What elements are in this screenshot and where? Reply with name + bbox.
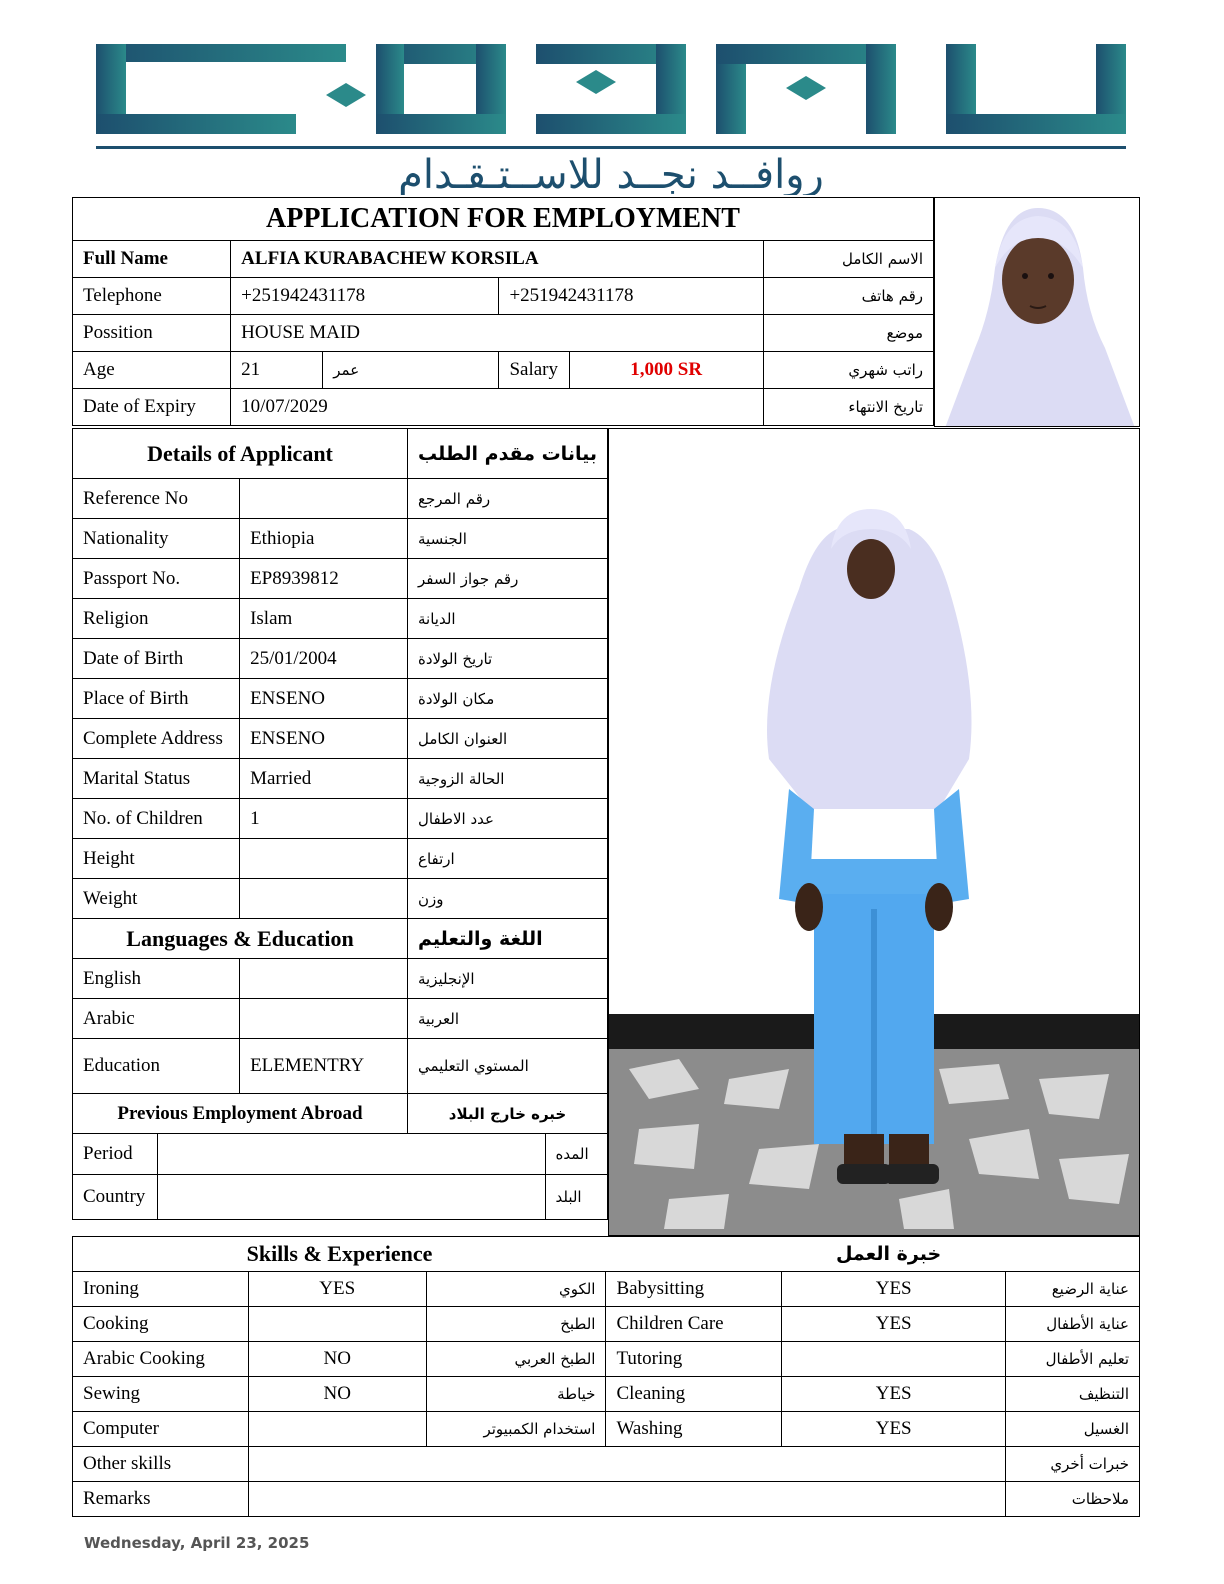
skill-label-ar: عناية الأطفال	[1006, 1307, 1140, 1342]
applicant-headshot	[934, 197, 1140, 427]
country-value	[157, 1175, 545, 1220]
details-row	[73, 639, 608, 679]
details-label: Height	[73, 839, 240, 879]
remarks-label: Remarks	[73, 1482, 249, 1517]
age-label: Age	[73, 352, 231, 389]
details-value: 25/01/2004	[240, 639, 408, 679]
skill-value: NO	[248, 1377, 426, 1412]
details-label: Nationality	[73, 519, 240, 559]
full-name-label-ar: الاسم الكامل	[763, 241, 933, 278]
details-row	[73, 559, 608, 599]
applicant-full-photo	[608, 428, 1140, 1236]
telephone-value-2: +251942431178	[499, 278, 763, 315]
details-value: EP8939812	[240, 559, 408, 599]
summary-table	[72, 197, 934, 426]
languages-label-ar: المستوي التعليمي	[408, 1039, 608, 1094]
languages-label: Education	[73, 1039, 240, 1094]
languages-row	[73, 999, 608, 1039]
languages-row	[73, 959, 608, 999]
position-label-ar: موضع	[763, 315, 933, 352]
skill-value: YES	[782, 1412, 1006, 1447]
details-label: Marital Status	[73, 759, 240, 799]
skills-row	[73, 1377, 1140, 1412]
skills-row	[73, 1272, 1140, 1307]
skill-label-ar: خياطة	[426, 1377, 606, 1412]
details-label: Religion	[73, 599, 240, 639]
telephone-label-ar: رقم هاتف	[763, 278, 933, 315]
telephone-value-1: +251942431178	[231, 278, 499, 315]
skill-label-ar: تعليم الأطفال	[1006, 1342, 1140, 1377]
details-row	[73, 679, 608, 719]
skill-value: YES	[782, 1307, 1006, 1342]
skill-label: Ironing	[73, 1272, 249, 1307]
other-skills-label-ar: خبرات أخري	[1006, 1447, 1140, 1482]
details-row	[73, 719, 608, 759]
other-skills-label: Other skills	[73, 1447, 249, 1482]
full-name-label: Full Name	[73, 241, 231, 278]
logo-arabic-caption: روافــد نجــد للاســتـقـدام	[398, 152, 824, 195]
details-value	[240, 879, 408, 919]
details-value: Married	[240, 759, 408, 799]
skill-value	[248, 1307, 426, 1342]
languages-heading-ar: اللغة والتعليم	[408, 919, 608, 959]
details-label: Place of Birth	[73, 679, 240, 719]
company-logo	[96, 40, 1126, 195]
skill-label-ar: الطبخ	[426, 1307, 606, 1342]
skills-row	[73, 1342, 1140, 1377]
details-row	[73, 519, 608, 559]
expiry-label: Date of Expiry	[73, 389, 231, 426]
expiry-value: 10/07/2029	[231, 389, 764, 426]
skill-label-ar: التنظيف	[1006, 1377, 1140, 1412]
details-label-ar: العنوان الكامل	[408, 719, 608, 759]
languages-label: Arabic	[73, 999, 240, 1039]
languages-label-ar: العربية	[408, 999, 608, 1039]
full-name-value: ALFIA KURABACHEW KORSILA	[231, 241, 764, 278]
languages-value	[240, 999, 408, 1039]
languages-label-ar: الإنجليزية	[408, 959, 608, 999]
details-value: Islam	[240, 599, 408, 639]
skill-label: Babysitting	[606, 1272, 782, 1307]
skill-value: YES	[782, 1272, 1006, 1307]
details-heading-ar: بيانات مقدم الطلب	[408, 429, 608, 479]
skill-label: Washing	[606, 1412, 782, 1447]
details-value: ENSENO	[240, 719, 408, 759]
skill-label: Sewing	[73, 1377, 249, 1412]
skills-table	[72, 1236, 1140, 1517]
skill-value: YES	[248, 1272, 426, 1307]
details-row	[73, 879, 608, 919]
period-label: Period	[73, 1134, 157, 1175]
details-value: 1	[240, 799, 408, 839]
period-value	[157, 1134, 545, 1175]
salary-label-ar: راتب شهري	[763, 352, 933, 389]
details-value: Ethiopia	[240, 519, 408, 559]
languages-value: ELEMENTRY	[240, 1039, 408, 1094]
languages-heading: Languages & Education	[73, 919, 408, 959]
details-row	[73, 799, 608, 839]
age-value: 21	[231, 352, 323, 389]
languages-row	[73, 1039, 608, 1094]
skills-row	[73, 1307, 1140, 1342]
details-row	[73, 839, 608, 879]
details-label-ar: ارتفاع	[408, 839, 608, 879]
details-label-ar: الحالة الزوجية	[408, 759, 608, 799]
expiry-label-ar: تاريخ الانتهاء	[763, 389, 933, 426]
skill-label-ar: استخدام الكمبيوتر	[426, 1412, 606, 1447]
details-label: Weight	[73, 879, 240, 919]
languages-label: English	[73, 959, 240, 999]
other-skills-value	[248, 1447, 1005, 1482]
skill-label-ar: الطبخ العربي	[426, 1342, 606, 1377]
skill-label: Arabic Cooking	[73, 1342, 249, 1377]
details-label-ar: رقم المرجع	[408, 479, 608, 519]
skill-value	[248, 1412, 426, 1447]
details-heading: Details of Applicant	[73, 429, 408, 479]
details-value	[240, 479, 408, 519]
details-label-ar: عدد الاطفال	[408, 799, 608, 839]
country-label-ar: البلد	[545, 1175, 607, 1220]
skill-label: Children Care	[606, 1307, 782, 1342]
skill-label: Tutoring	[606, 1342, 782, 1377]
skill-label-ar: الكوي	[426, 1272, 606, 1307]
details-value: ENSENO	[240, 679, 408, 719]
telephone-label: Telephone	[73, 278, 231, 315]
page-title: APPLICATION FOR EMPLOYMENT	[73, 198, 934, 241]
details-label-ar: مكان الولادة	[408, 679, 608, 719]
salary-label: Salary	[499, 352, 569, 389]
skill-label-ar: عناية الرضيع	[1006, 1272, 1140, 1307]
details-label-ar: تاريخ الولادة	[408, 639, 608, 679]
previous-heading: Previous Employment Abroad	[73, 1094, 408, 1134]
footer-date: Wednesday, April 23, 2025	[84, 1534, 310, 1552]
details-label: Complete Address	[73, 719, 240, 759]
languages-value	[240, 959, 408, 999]
remarks-value	[248, 1482, 1005, 1517]
skill-label: Computer	[73, 1412, 249, 1447]
skill-value: YES	[782, 1377, 1006, 1412]
skill-label: Cooking	[73, 1307, 249, 1342]
period-label-ar: المده	[545, 1134, 607, 1175]
skills-heading: Skills & Experience	[73, 1237, 606, 1272]
remarks-label-ar: ملاحظات	[1006, 1482, 1140, 1517]
details-label: Reference No	[73, 479, 240, 519]
details-row	[73, 599, 608, 639]
skills-row	[73, 1412, 1140, 1447]
details-label: No. of Children	[73, 799, 240, 839]
skill-value	[782, 1342, 1006, 1377]
skills-heading-ar: خبرة العمل	[606, 1237, 1140, 1272]
details-value	[240, 839, 408, 879]
previous-heading-ar: خبره خارج البلاد	[408, 1094, 608, 1134]
details-label-ar: الجنسية	[408, 519, 608, 559]
details-row	[73, 759, 608, 799]
country-label: Country	[73, 1175, 157, 1220]
details-label-ar: وزن	[408, 879, 608, 919]
skill-label-ar: الغسيل	[1006, 1412, 1140, 1447]
details-row	[73, 479, 608, 519]
details-label: Date of Birth	[73, 639, 240, 679]
position-label: Possition	[73, 315, 231, 352]
position-value: HOUSE MAID	[231, 315, 764, 352]
details-table	[72, 428, 608, 1220]
skill-value: NO	[248, 1342, 426, 1377]
details-label-ar: رقم جواز السفر	[408, 559, 608, 599]
details-label: Passport No.	[73, 559, 240, 599]
salary-value: 1,000 SR	[569, 352, 763, 389]
age-label-ar: عمر	[323, 352, 499, 389]
details-label-ar: الديانة	[408, 599, 608, 639]
skill-label: Cleaning	[606, 1377, 782, 1412]
